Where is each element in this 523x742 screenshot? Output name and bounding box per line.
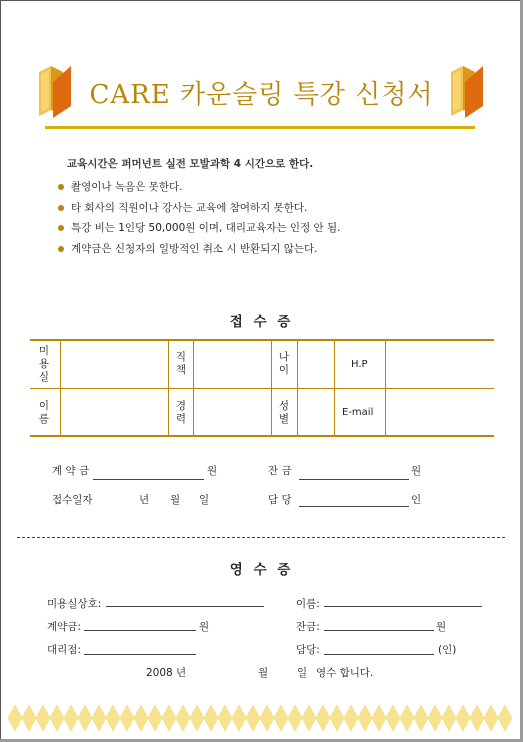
- agent-label: 대리점:: [47, 644, 81, 656]
- age-label: 나이: [278, 351, 290, 376]
- diamond-shape: [106, 705, 120, 731]
- diamond-shape: [456, 705, 470, 731]
- diamond-shape: [8, 705, 22, 731]
- diamond-shape: [316, 705, 330, 731]
- position-label: 직책: [175, 351, 187, 376]
- agent-field[interactable]: [84, 654, 196, 655]
- diamond-shape: [470, 705, 484, 731]
- table-bottom-rule: [30, 435, 494, 437]
- diamond-shape: [386, 705, 400, 731]
- diamond-shape: [498, 705, 512, 731]
- diamond-shape: [288, 705, 302, 731]
- table-col-divider: [193, 341, 194, 435]
- diamond-shape: [400, 705, 414, 731]
- diamond-shape: [92, 705, 106, 731]
- title-rule: [45, 126, 475, 129]
- note-item: 타 회사의 직원이나 강사는 교육에 참여하지 못한다.: [58, 198, 341, 219]
- diamond-shape: [120, 705, 134, 731]
- table-col-divider: [271, 341, 272, 435]
- deposit-unit: 원: [207, 465, 218, 477]
- receipt-balance-label: 잔금:: [296, 621, 320, 633]
- receipt-deposit-field[interactable]: [84, 630, 196, 631]
- diamond-shape: [148, 705, 162, 731]
- diamond-shape: [22, 705, 36, 731]
- manager-seal: 인: [411, 494, 422, 506]
- confirm-year: 2008 년: [146, 667, 187, 679]
- balance-field[interactable]: [299, 479, 409, 480]
- email-label: E-mail: [342, 407, 374, 418]
- diamond-shape: [204, 705, 218, 731]
- diamond-shape: [372, 705, 386, 731]
- manager-label: 담 당: [268, 494, 292, 506]
- diamond-shape: [428, 705, 442, 731]
- salon-name-field[interactable]: [106, 606, 264, 607]
- diamond-shape: [414, 705, 428, 731]
- diamond-shape: [36, 705, 50, 731]
- receipt-deposit-label: 계약금:: [47, 621, 81, 633]
- deposit-field[interactable]: [93, 479, 204, 480]
- table-col-divider: [385, 341, 386, 435]
- receipt-manager-field[interactable]: [324, 654, 434, 655]
- note-item: 촬영이나 녹음은 못한다.: [58, 177, 341, 198]
- name-field[interactable]: [324, 606, 482, 607]
- registration-title: 접 수 증: [229, 314, 294, 330]
- date-month: 월: [170, 494, 181, 506]
- salon-name-label: 미용실상호:: [47, 598, 102, 610]
- diamond-shape: [78, 705, 92, 731]
- confirm-month: 월: [258, 667, 269, 679]
- note-item: 계약금은 신청자의 일방적인 취소 시 반환되지 않는다.: [58, 239, 341, 260]
- table-col-divider: [297, 341, 298, 435]
- diamond-shape: [176, 705, 190, 731]
- cut-line: [17, 537, 505, 538]
- name-field-label: 이름:: [296, 598, 320, 610]
- receipt-manager-label: 담당:: [296, 644, 320, 656]
- balance-label: 잔 금: [268, 465, 292, 477]
- page-title: CARE 카운슬링 특강 신청서: [89, 80, 434, 110]
- receipt-deposit-unit: 원: [199, 621, 210, 633]
- career-label: 경력: [175, 400, 187, 425]
- confirm-day: 일: [297, 667, 308, 679]
- receipt-title: 영 수 증: [229, 562, 294, 578]
- date-label: 접수일자: [52, 494, 93, 506]
- bullet-icon: [58, 184, 64, 190]
- receipt-manager-seal: (인): [438, 644, 457, 656]
- notes-list: [58, 177, 341, 259]
- manager-field[interactable]: [299, 506, 409, 507]
- diamond-shape: [274, 705, 288, 731]
- diamond-shape: [358, 705, 372, 731]
- note-item: 특강 비는 1인당 50,000원 이며, 대리교육자는 인정 안 됨.: [58, 218, 341, 239]
- bullet-icon: [58, 225, 64, 231]
- table-row-divider: [30, 388, 494, 389]
- diamond-shape: [302, 705, 316, 731]
- confirm-text: 영수 합니다.: [316, 667, 374, 679]
- diamond-shape: [246, 705, 260, 731]
- diamond-shape: [232, 705, 246, 731]
- table-col-divider: [168, 341, 169, 435]
- deposit-label: 계 약 금: [52, 465, 90, 477]
- balance-unit: 원: [411, 465, 422, 477]
- diamond-shape: [484, 705, 498, 731]
- diamond-shape: [190, 705, 204, 731]
- intro-text: 교육시간은 퍼머넌트 실전 모발과학 4 시간으로 한다.: [67, 158, 314, 170]
- date-day: 일: [199, 494, 210, 506]
- diamond-shape: [330, 705, 344, 731]
- diamond-shape: [64, 705, 78, 731]
- bullet-icon: [58, 246, 64, 252]
- gender-label: 성별: [278, 400, 290, 425]
- bullet-icon: [58, 205, 64, 211]
- diamond-shape: [260, 705, 274, 731]
- salon-label: 미용실: [38, 345, 50, 383]
- diamond-shape: [218, 705, 232, 731]
- diamond-shape: [442, 705, 456, 731]
- phone-label: H.P: [351, 359, 368, 370]
- name-label: 이름: [38, 400, 50, 425]
- diamond-shape: [50, 705, 64, 731]
- diamond-border: [8, 703, 513, 733]
- diamond-shape: [344, 705, 358, 731]
- receipt-balance-unit: 원: [436, 621, 447, 633]
- table-col-divider: [334, 341, 335, 435]
- date-year: 년: [139, 494, 150, 506]
- receipt-balance-field[interactable]: [324, 630, 434, 631]
- diamond-shape: [162, 705, 176, 731]
- diamond-shape: [134, 705, 148, 731]
- table-top-rule: [30, 339, 494, 341]
- table-col-divider: [60, 341, 61, 435]
